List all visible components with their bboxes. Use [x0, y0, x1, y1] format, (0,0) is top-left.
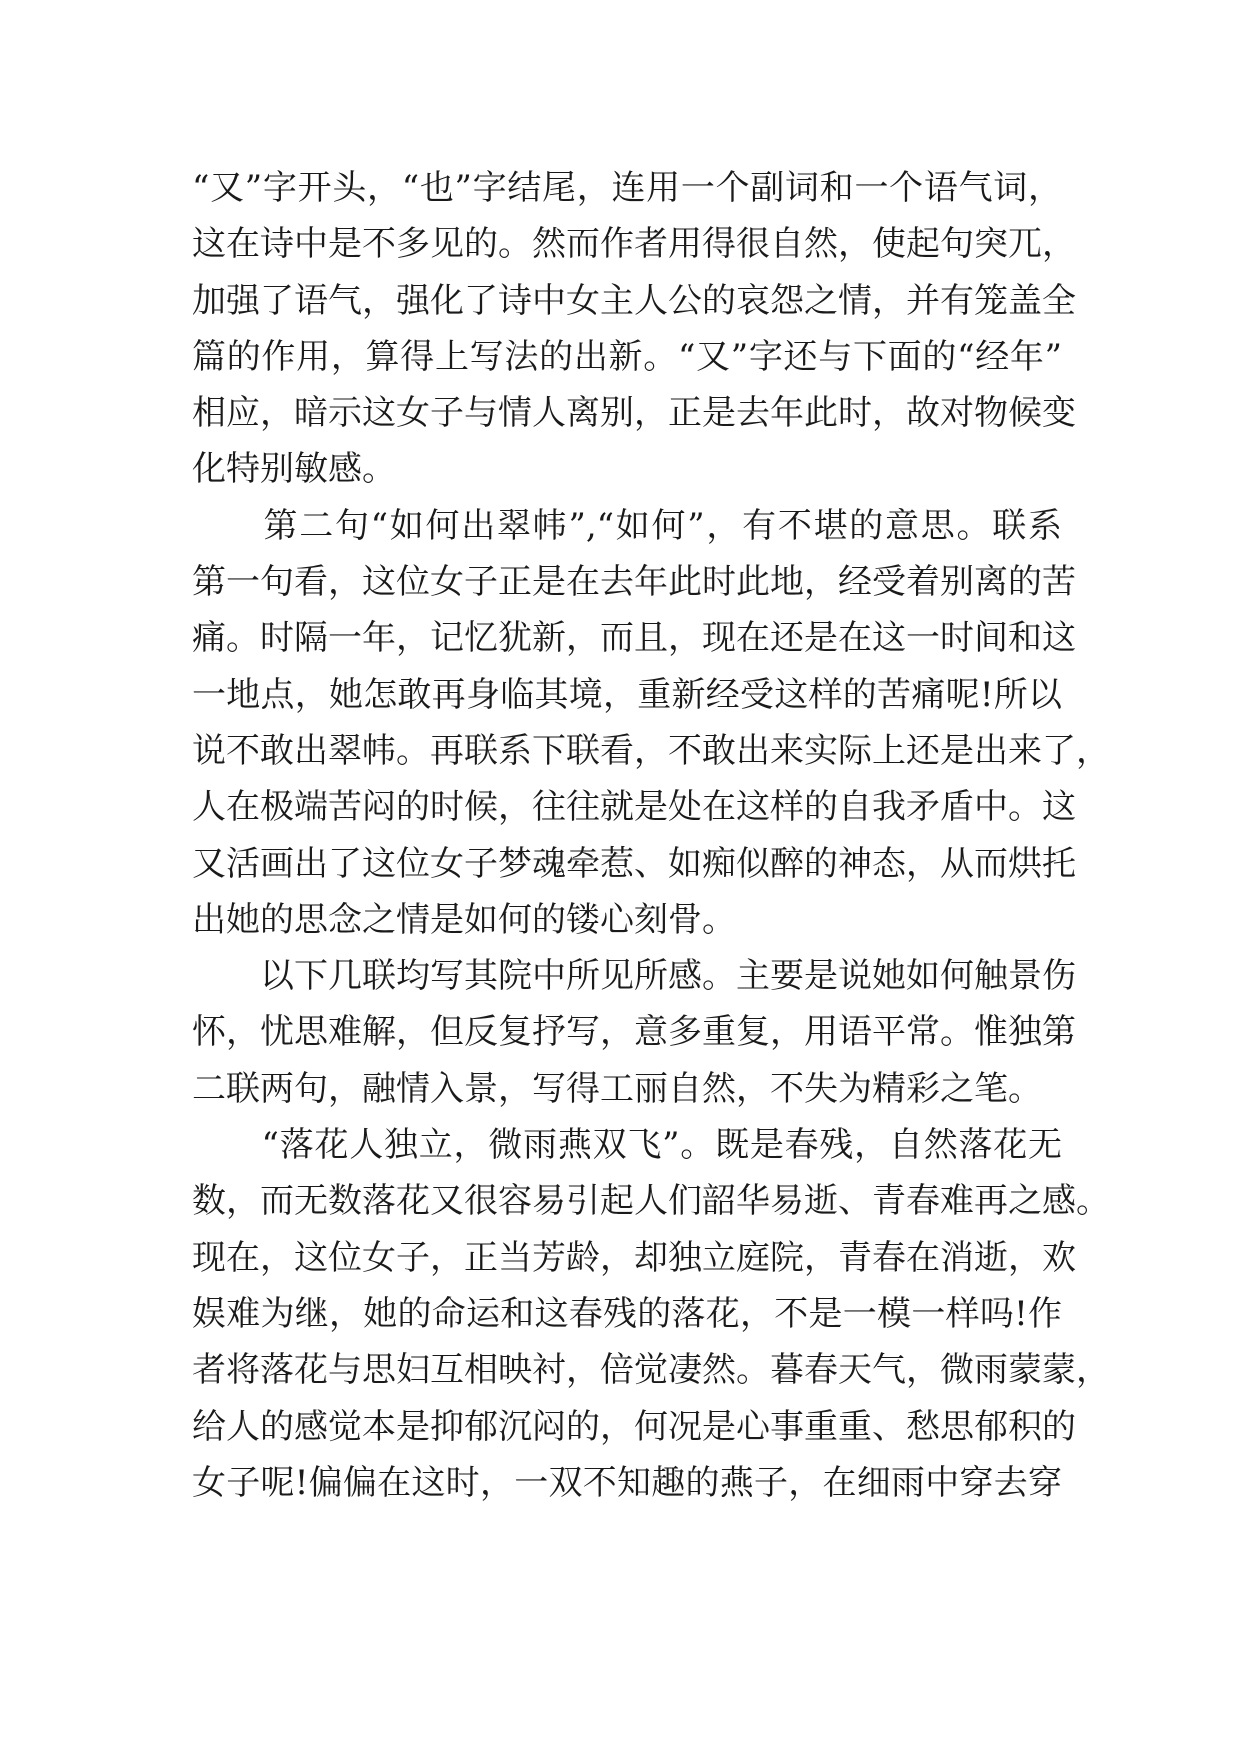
text-line: “落花人独立，微雨燕双飞”。既是春残，自然落花无 — [192, 1125, 1062, 1166]
text-line: 二联两句，融情入景，写得工丽自然，不失为精彩之笔。 — [192, 1068, 1042, 1109]
text-line: 以下几联均写其院中所见所感。主要是说她如何触景伤 — [192, 956, 1076, 997]
text-line: 一地点，她怎敢再身临其境，重新经受这样的苦痛呢!所以 — [192, 674, 1062, 715]
text-line: 说不敢出翠帏。再联系下联看，不敢出来实际上还是出来了， — [192, 730, 1110, 771]
text-line: 痛。时隔一年，记忆犹新，而且，现在还是在这一时间和这 — [192, 618, 1076, 659]
text-line: 篇的作用，算得上写法的出新。“又”字还与下面的“经年” — [192, 336, 1062, 377]
text-line: 第二句“如何出翠帏”,“如何”，有不堪的意思。联系 — [192, 505, 1062, 546]
text-line: 怀，忧思难解，但反复抒写，意多重复，用语平常。惟独第 — [192, 1012, 1076, 1053]
text-line: 相应，暗示这女子与情人离别，正是去年此时，故对物候变 — [192, 393, 1076, 434]
text-line: 者将落花与思妇互相映衬，倍觉凄然。暮春天气，微雨蒙蒙， — [192, 1350, 1110, 1391]
text-line: 女子呢!偏偏在这时，一双不知趣的燕子，在细雨中穿去穿 — [192, 1462, 1062, 1503]
text-line: 加强了语气，强化了诗中女主人公的哀怨之情，并有笼盖全 — [192, 280, 1076, 321]
text-line: 第一句看，这位女子正是在去年此时此地，经受着别离的苦 — [192, 562, 1076, 603]
text-line: 数，而无数落花又很容易引起人们韶华易逝、青春难再之感。 — [192, 1181, 1110, 1222]
text-line: “又”字开头，“也”字结尾，连用一个副词和一个语气词， — [192, 168, 1062, 208]
text-line: 这在诗中是不多见的。然而作者用得很自然，使起句突兀， — [192, 224, 1076, 265]
document-body — [192, 160, 1110, 1511]
text-line: 又活画出了这位女子梦魂牵惹、如痴似醉的神态，从而烘托 — [192, 843, 1076, 884]
text-line: 给人的感觉本是抑郁沉闷的，何况是心事重重、愁思郁积的 — [192, 1406, 1076, 1447]
text-line: 出她的思念之情是如何的镂心刻骨。 — [192, 899, 736, 940]
text-line: 现在，这位女子，正当芳龄，却独立庭院，青春在消逝，欢 — [192, 1237, 1076, 1278]
text-line: 化特别敏感。 — [192, 449, 396, 490]
text-line: 人在极端苦闷的时候，往往就是处在这样的自我矛盾中。这 — [192, 787, 1076, 828]
text-line: 娱难为继，她的命运和这春残的落花，不是一模一样吗!作 — [192, 1293, 1062, 1334]
